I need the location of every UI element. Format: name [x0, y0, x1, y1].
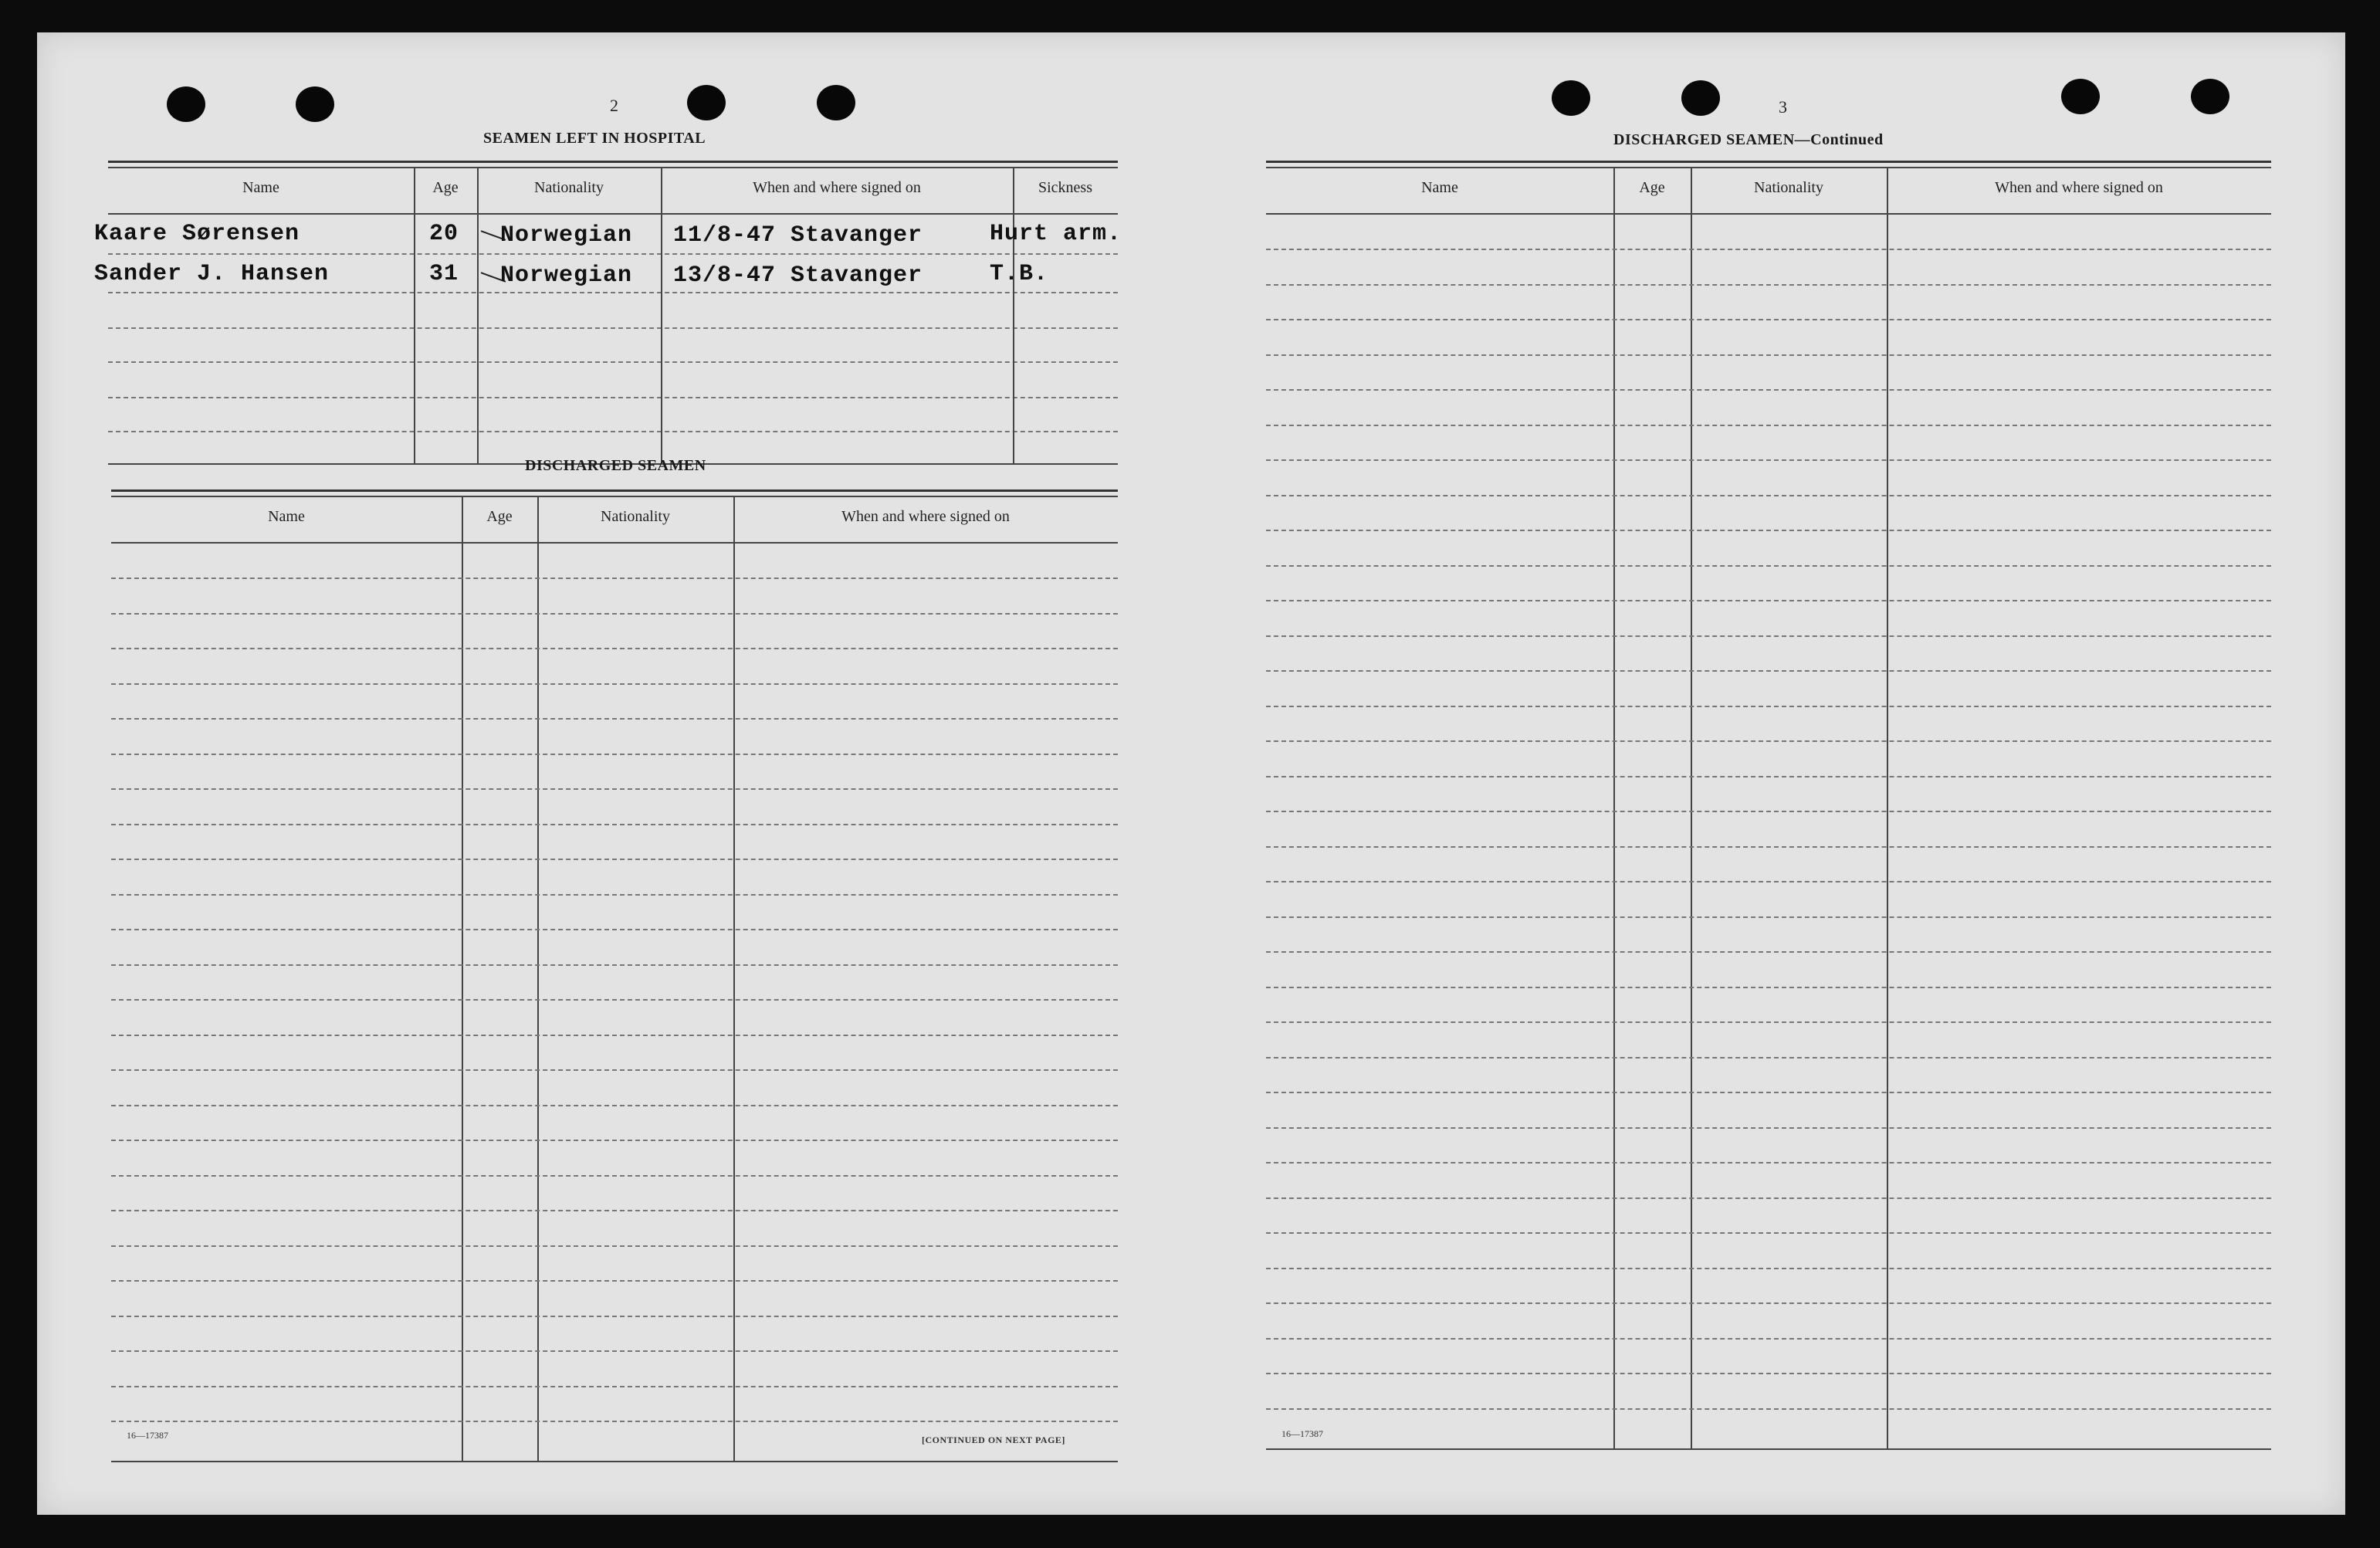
ruled-line — [1266, 389, 2271, 391]
ruled-line — [111, 1105, 1118, 1106]
ruled-line — [1266, 354, 2271, 356]
left-form-number: 16—17387 — [127, 1430, 168, 1441]
col-header-signed-on: When and where signed on — [753, 179, 921, 196]
ruled-line — [111, 1069, 1118, 1071]
discharged-continued-table — [1266, 161, 2271, 1450]
hospital-table — [108, 161, 1118, 465]
punch-hole — [167, 86, 205, 122]
ruled-line — [1266, 1057, 2271, 1059]
continued-note: [CONTINUED ON NEXT PAGE] — [922, 1435, 1065, 1445]
ruled-line — [1266, 249, 2271, 250]
hospital-row-1-name: Kaare Sørensen — [94, 221, 300, 247]
ruled-line — [1266, 776, 2271, 777]
ruled-line — [111, 754, 1118, 755]
ruled-line — [1266, 1127, 2271, 1129]
hospital-row-1-age: 20 — [429, 221, 459, 247]
ruled-line — [111, 578, 1118, 579]
hospital-row-2-sickness: T.B. — [990, 261, 1049, 287]
ruled-line — [111, 718, 1118, 720]
ruled-line — [1266, 319, 2271, 320]
document-sheet — [37, 32, 2345, 1515]
discharged-continued-title: DISCHARGED SEAMEN—Continued — [1613, 131, 1884, 148]
punch-hole — [687, 85, 726, 120]
ruled-line — [111, 1210, 1118, 1211]
ruled-line — [111, 648, 1118, 649]
ruled-line — [1266, 565, 2271, 567]
ruled-line — [1266, 635, 2271, 637]
ruled-line — [111, 999, 1118, 1001]
ruled-line — [111, 964, 1118, 966]
ruled-line — [111, 1386, 1118, 1387]
ruled-line — [111, 788, 1118, 790]
discharged-table — [111, 489, 1118, 1464]
ruled-line — [111, 859, 1118, 860]
right-form-number: 16—17387 — [1281, 1428, 1323, 1439]
punch-hole — [1681, 80, 1720, 116]
col-header-signed-on: When and where signed on — [1995, 179, 2163, 196]
col-header-signed-on: When and where signed on — [841, 508, 1010, 525]
hospital-row-1-nationality: Norwegian — [500, 222, 633, 249]
ruled-line — [1266, 1338, 2271, 1340]
ruled-line — [111, 824, 1118, 825]
ruled-line — [1266, 530, 2271, 531]
discharged-section-title: DISCHARGED SEAMEN — [525, 457, 706, 474]
hospital-row-2-signed-on: 13/8-47 Stavanger — [673, 263, 923, 289]
ruled-line — [1266, 459, 2271, 461]
ruled-line — [1266, 916, 2271, 918]
ruled-line — [1266, 284, 2271, 286]
ruled-line — [111, 1350, 1118, 1352]
hospital-row-1-sickness: Hurt arm. — [990, 221, 1122, 247]
ruled-line — [111, 1175, 1118, 1177]
col-header-name: Name — [1421, 179, 1458, 196]
ruled-line — [1266, 1268, 2271, 1269]
hospital-section-title: SEAMEN LEFT IN HOSPITAL — [483, 130, 706, 147]
punch-hole — [296, 86, 334, 122]
hospital-row-2-age: 31 — [429, 261, 459, 287]
right-page-number: 3 — [1779, 97, 1787, 117]
ruled-line — [1266, 1232, 2271, 1234]
punch-hole — [2191, 79, 2229, 114]
ruled-line — [1266, 1092, 2271, 1093]
punch-hole — [817, 85, 855, 120]
ruled-line — [111, 1245, 1118, 1247]
hospital-row-2-nationality: Norwegian — [500, 263, 633, 289]
ruled-line — [1266, 495, 2271, 496]
punch-hole — [1552, 80, 1590, 116]
ruled-line — [1266, 1302, 2271, 1304]
col-header-name: Name — [268, 508, 305, 525]
ruled-line — [111, 1035, 1118, 1036]
ruled-line — [111, 613, 1118, 615]
ruled-line — [1266, 670, 2271, 672]
ruled-line — [111, 894, 1118, 896]
ruled-line — [1266, 706, 2271, 707]
ruled-line — [111, 1421, 1118, 1422]
col-header-sickness: Sickness — [1038, 179, 1092, 196]
ruled-line — [1266, 600, 2271, 601]
table-bottom-rule — [1266, 1448, 2271, 1450]
ruled-line — [1266, 1021, 2271, 1023]
ruled-line — [111, 683, 1118, 685]
ruled-line — [1266, 951, 2271, 953]
col-header-age: Age — [486, 508, 513, 525]
col-header-age: Age — [1639, 179, 1665, 196]
left-page-number: 2 — [610, 96, 618, 115]
hospital-row-1-signed-on: 11/8-47 Stavanger — [673, 222, 923, 249]
ruled-line — [1266, 1373, 2271, 1374]
ruled-line — [1266, 1197, 2271, 1199]
ruled-line — [111, 929, 1118, 930]
ruled-line — [1266, 846, 2271, 848]
ruled-line — [111, 1316, 1118, 1317]
hospital-row-2-name: Sander J. Hansen — [94, 261, 330, 287]
punch-hole — [2061, 79, 2100, 114]
ruled-line — [1266, 1408, 2271, 1410]
col-header-nationality: Nationality — [1754, 179, 1823, 196]
ruled-line — [1266, 987, 2271, 988]
ruled-line — [1266, 881, 2271, 882]
col-header-nationality: Nationality — [534, 179, 604, 196]
ruled-line — [1266, 1162, 2271, 1164]
col-header-nationality: Nationality — [601, 508, 670, 525]
ruled-line — [111, 1140, 1118, 1141]
col-header-age: Age — [432, 179, 459, 196]
ruled-line — [111, 1280, 1118, 1282]
ruled-line — [1266, 811, 2271, 812]
col-header-name: Name — [242, 179, 279, 196]
ruled-line — [1266, 740, 2271, 742]
ruled-line — [1266, 425, 2271, 426]
table-bottom-rule — [111, 1461, 1118, 1462]
